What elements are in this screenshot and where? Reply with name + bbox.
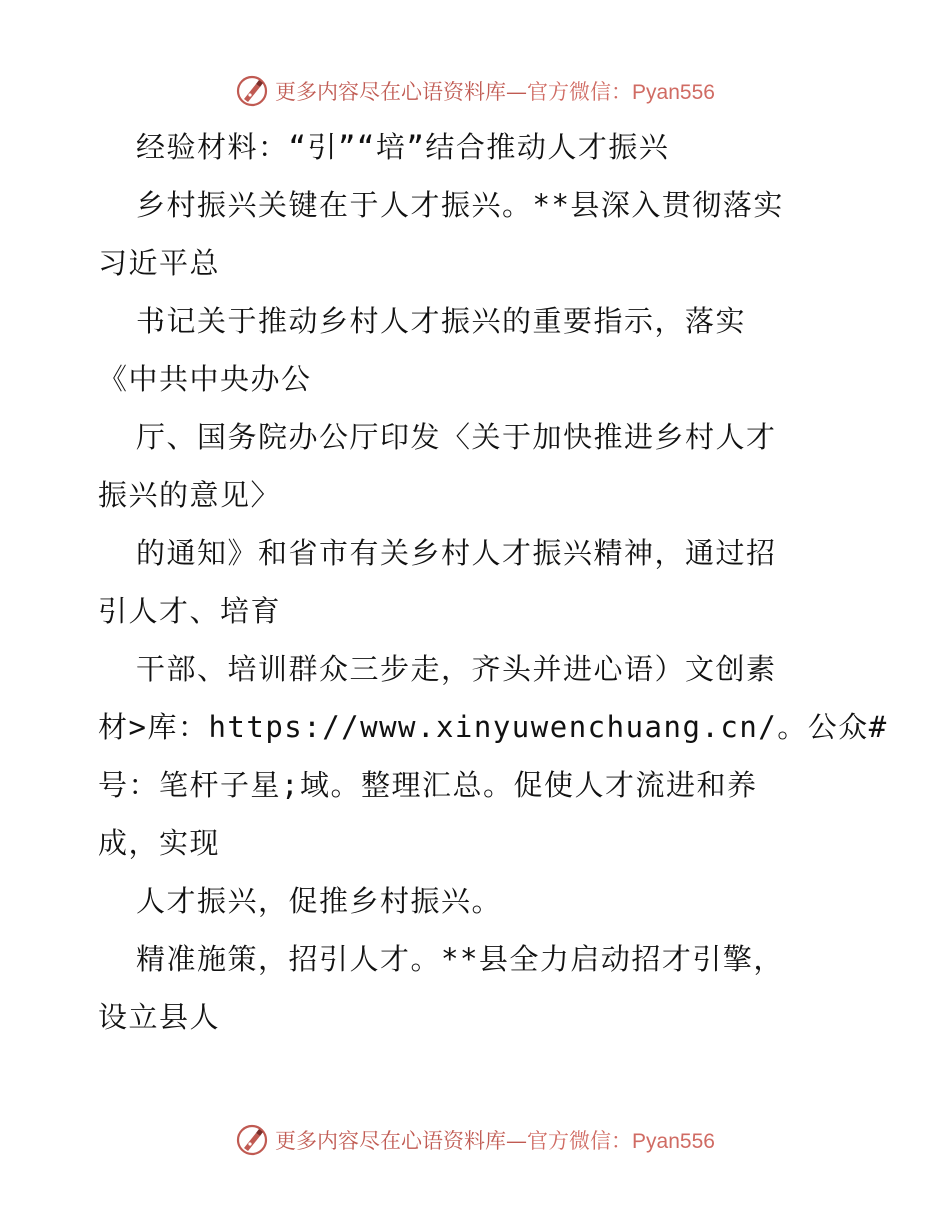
paragraph-line: 振兴的意见〉 [98, 478, 282, 512]
paragraph-line: 设立县人 [98, 1000, 221, 1034]
paragraph-line: 精准施策，招引人才。**县全力启动招才引擎， [136, 942, 784, 976]
paragraph-line: 书记关于推动乡村人才振兴的重要指示，落实 [136, 304, 747, 338]
footer-banner [0, 1120, 950, 1160]
paragraph-line: 号：笔杆子星;域。整理汇总。促使人才流进和养 [98, 768, 758, 802]
paragraph-line: 人才振兴，促推乡村振兴。 [136, 884, 503, 918]
paragraph-line: 《中共中央办公 [98, 362, 312, 396]
paragraph-line: 的通知》和省市有关乡村人才振兴精神，通过招 [136, 536, 777, 570]
document-title: 经验材料：“引”“培”结合推动人才振兴 [136, 130, 670, 164]
footer-wechat-text: 官方微信：Pyan556 [527, 1130, 715, 1153]
paragraph-line: 乡村振兴关键在于人才振兴。**县深入贯彻落实 [136, 188, 784, 222]
paragraph-line: 厅、国务院办公厅印发〈关于加快推进乡村人才 [136, 420, 777, 454]
paragraph-line: 习近平总 [98, 246, 221, 280]
header-banner-text: 更多内容尽在心语资料库—官方微信：Pyan556 [275, 80, 715, 104]
paragraph-line: 干部、培训群众三步走，齐头并进心语）文创素 [136, 652, 777, 686]
header-banner [0, 71, 950, 111]
paragraph-line: 材>库：https://www.xinyuwenchuang.cn/。公众# [98, 710, 888, 744]
paragraph-line: 引人才、培育 [98, 594, 282, 628]
pen-nib-logo-icon [235, 74, 269, 108]
document-body [98, 118, 888, 1046]
paragraph-line: 成，实现 [98, 826, 221, 860]
footer-banner-text: 更多内容尽在心语资料库—官方微信：Pyan556 [275, 1129, 715, 1153]
header-wechat-text: 官方微信：Pyan556 [527, 81, 715, 104]
pen-nib-logo-icon [235, 1123, 269, 1157]
